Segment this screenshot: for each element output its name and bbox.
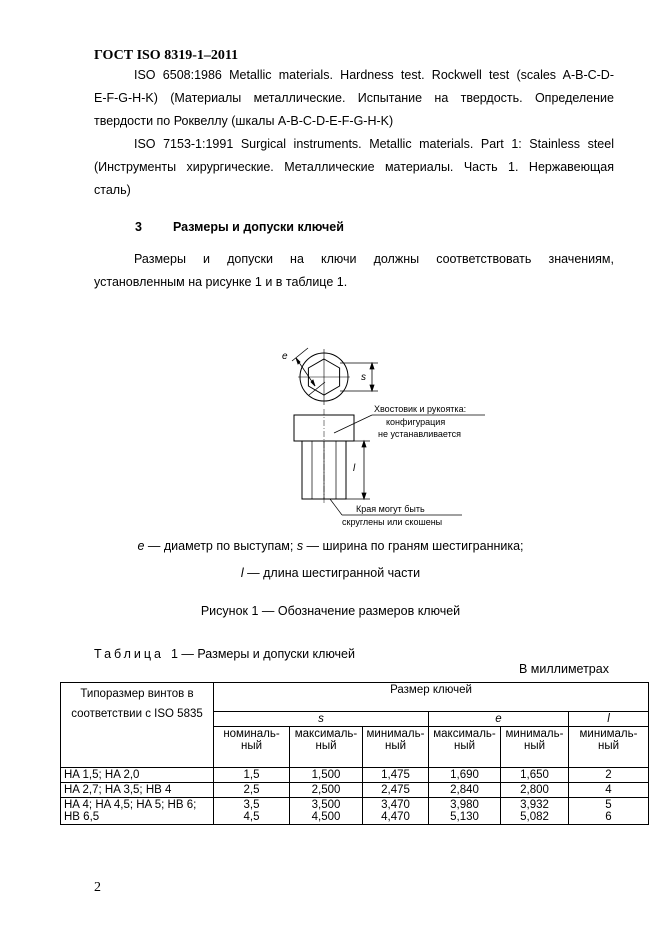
table-cell: 3,470 4,470 <box>363 798 429 825</box>
table-cell: 1,500 <box>290 768 363 783</box>
key-dimensions-table <box>60 682 649 825</box>
note1-line: не устанавливается <box>378 429 462 439</box>
header-l: l <box>569 712 649 727</box>
figure-caption: Рисунок 1 — Обозначение размеров ключей <box>200 604 461 618</box>
header-key-size: Размер ключей <box>214 683 649 712</box>
header-line: Типоразмер винтов в <box>80 688 194 700</box>
units-note: В миллиметрах <box>519 662 609 676</box>
table-cell: 3,500 4,500 <box>290 798 363 825</box>
legend-symbol: e <box>137 539 145 553</box>
section-heading <box>135 220 344 234</box>
legend-line-1 <box>0 539 661 553</box>
legend-symbol: l <box>240 566 244 580</box>
header-line: соответствии с ISO 5835 <box>71 708 203 720</box>
table-cell: 1,475 <box>363 768 429 783</box>
ref-line: ISO 7153-1:1991 Surgical instruments. Metallic materials. Part 1: Stainless steel <box>134 137 614 151</box>
table-cell: 1,690 <box>429 768 501 783</box>
table-cell: 2,500 <box>290 783 363 798</box>
table-cell: 2 <box>569 768 649 783</box>
table-caption <box>94 647 355 661</box>
table-row <box>61 768 649 783</box>
key-side-view <box>294 409 354 505</box>
legend-text: — длина шестигранной части <box>243 566 421 580</box>
table-row <box>61 783 649 798</box>
header-max: максималь- ный <box>290 727 363 768</box>
row-label: HA 1,5; HA 2,0 <box>61 768 214 783</box>
header-nominal: номиналь- ный <box>214 727 290 768</box>
label-s: s <box>361 372 366 383</box>
label-e: e <box>282 351 288 362</box>
ref-line: твердости по Роквеллу (шкалы A-B-C-D-E-F-G-H-K) <box>94 114 394 128</box>
table-row <box>61 798 649 825</box>
ref-line: E-F-G-H-K) (Материалы металлические. Испытание на твердость. Определение <box>94 91 614 105</box>
table-cell: 3,980 5,130 <box>429 798 501 825</box>
body-line: установленным на рисунке 1 и в таблице 1. <box>94 275 348 289</box>
reference-iso-6508 <box>94 64 614 133</box>
header-s: s <box>214 712 429 727</box>
table-cell: 4 <box>569 783 649 798</box>
note2-line: Края могут быть <box>356 504 425 514</box>
header-screw-size <box>61 683 214 768</box>
ref-line: (Инструменты хирургические. Металлические материалы. Часть 1. Нержавеющая <box>94 160 614 174</box>
key-end-view <box>298 349 350 405</box>
table-cell: 1,650 <box>501 768 569 783</box>
section-title: Размеры и допуски ключей <box>173 220 344 234</box>
legend-text: — ширина по граням шестигранника; <box>303 539 524 553</box>
body-paragraph <box>94 248 614 294</box>
table-cell: 5 6 <box>569 798 649 825</box>
ref-line: ISO 6508:1986 Metallic materials. Hardness test. Rockwell test (scales A-B-C-D- <box>134 68 614 82</box>
table-cell: 2,840 <box>429 783 501 798</box>
legend-line-2 <box>0 566 661 580</box>
ref-line: сталь) <box>94 183 131 197</box>
table-cell: 2,475 <box>363 783 429 798</box>
table-caption-word: Таблица <box>94 647 165 661</box>
header-e: e <box>429 712 569 727</box>
table-cell: 2,5 <box>214 783 290 798</box>
header-min: минималь- ный <box>569 727 649 768</box>
table-cell: 3,5 4,5 <box>214 798 290 825</box>
table-cell: 2,800 <box>501 783 569 798</box>
note1-line: конфигурация <box>386 417 446 427</box>
note1-line: Хвостовик и рукоятка: <box>374 404 467 414</box>
label-l: l <box>353 463 356 474</box>
legend-symbol: s <box>296 539 304 553</box>
row-label: HA 4; HA 4,5; HA 5; HB 6; HB 6,5 <box>61 798 214 825</box>
note2-line: скруглены или скошены <box>342 517 443 527</box>
header-min: минималь- ный <box>363 727 429 768</box>
body-line: Размеры и допуски на ключи должны соответствовать значениям, <box>134 252 614 266</box>
legend-text: — диаметр по выступам; <box>144 539 297 553</box>
document-header: ГОСТ ISO 8319-1–2011 <box>94 48 239 63</box>
header-max: максималь- ный <box>429 727 501 768</box>
table-cell: 1,5 <box>214 768 290 783</box>
dimension-l <box>346 441 370 499</box>
section-number: 3 <box>135 220 142 234</box>
page-number: 2 <box>94 880 101 895</box>
reference-iso-7153 <box>94 133 614 202</box>
table-caption-text: 1 — Размеры и допуски ключей <box>170 647 355 661</box>
header-min: минималь- ный <box>501 727 569 768</box>
key-dimensions-figure <box>270 335 490 530</box>
table-cell: 3,932 5,082 <box>501 798 569 825</box>
table-header-row <box>61 683 649 712</box>
row-label: HA 2,7; HA 3,5; HB 4 <box>61 783 214 798</box>
